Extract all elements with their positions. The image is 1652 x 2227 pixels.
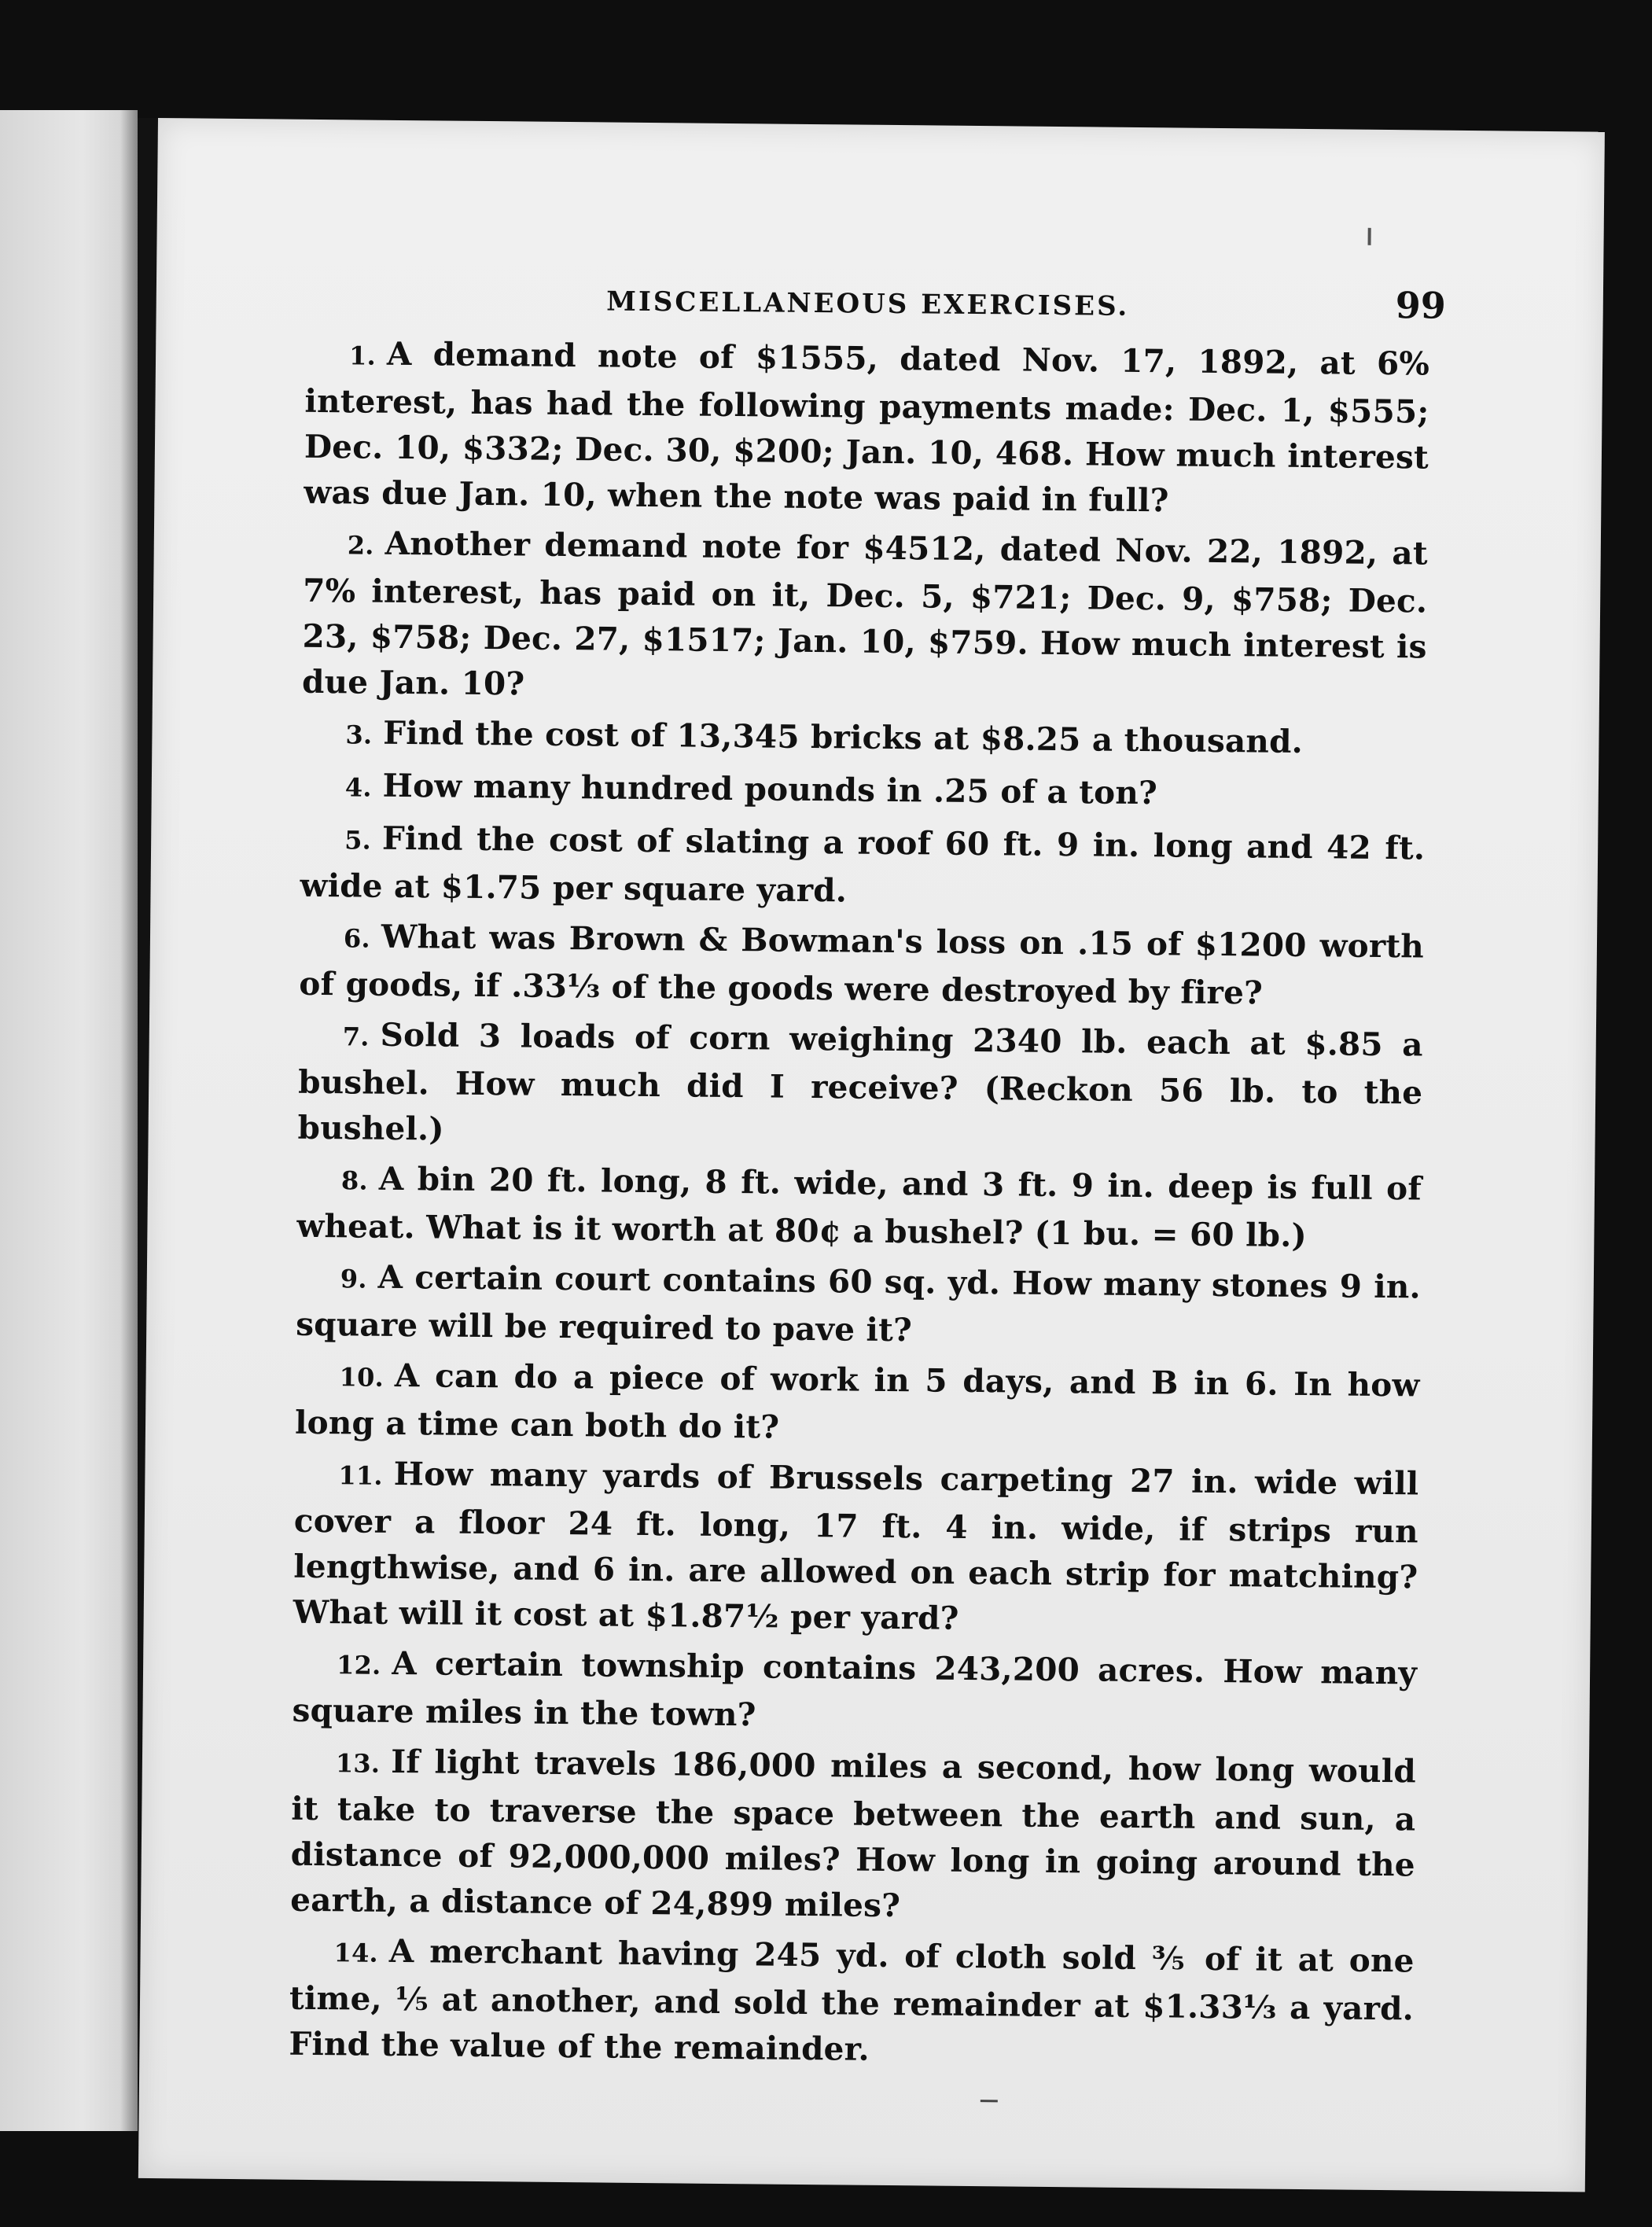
facing-page-shadow xyxy=(120,110,138,2131)
exercise-2 xyxy=(302,520,1428,716)
exercise-number: 9. xyxy=(340,1264,367,1294)
exercise-text: How many hundred pounds in .25 of a ton? xyxy=(382,766,1158,812)
exercise-3 xyxy=(301,709,1426,768)
print-mark xyxy=(1368,228,1371,245)
exercise-11 xyxy=(293,1450,1418,1646)
exercise-13 xyxy=(290,1738,1416,1934)
exercise-text: A can do a piece of work in 5 days, and B in 6. In how long a time can both do it? xyxy=(294,1356,1420,1446)
page-content xyxy=(289,260,1447,2082)
exercise-text: If light travels 186,000 miles a second, how long would it take to traverse the space between the earth and sun, a distance of 92,000,000 miles? How long in going around the earth, a distance of 24,899 miles? xyxy=(290,1742,1417,1925)
exercise-7 xyxy=(297,1011,1423,1161)
exercise-number: 14. xyxy=(333,1938,379,1968)
exercise-4 xyxy=(301,762,1426,821)
exercise-number: 5. xyxy=(344,825,372,856)
print-mark xyxy=(981,2100,998,2102)
exercise-12 xyxy=(292,1640,1417,1744)
exercise-5 xyxy=(300,815,1425,919)
exercise-number: 2. xyxy=(347,530,374,561)
exercise-8 xyxy=(296,1155,1422,1260)
exercise-number: 7. xyxy=(342,1021,370,1052)
exercise-number: 12. xyxy=(336,1650,381,1680)
exercise-1 xyxy=(304,330,1429,526)
exercise-number: 8. xyxy=(340,1165,369,1196)
exercise-number: 4. xyxy=(344,772,372,803)
exercise-text: Another demand note for $4512, dated Nov. 22, 1892, at 7% interest, has paid on it, Dec. 5, $721; Dec. 9, $758; Dec. 23, $758; Dec. 27, $1517; Jan. 10, $759. How much interest is due Jan. 10? xyxy=(301,524,1428,703)
running-title: MISCELLANEOUS EXERCISES. xyxy=(606,285,1130,322)
facing-page-edge xyxy=(0,110,138,2131)
exercise-10 xyxy=(295,1352,1420,1456)
exercise-text: A certain court contains 60 sq. yd. How many stones 9 in. square will be required to pave it? xyxy=(296,1257,1422,1349)
exercise-text: A bin 20 ft. long, 8 ft. wide, and 3 ft. 9 in. deep is full of wheat. What is it worth at 80¢ a bushel? (1 bu. = 60 lb.) xyxy=(296,1159,1422,1255)
exercise-number: 3. xyxy=(345,720,373,750)
exercise-number: 6. xyxy=(343,923,370,954)
exercise-text: A certain township contains 243,200 acres. How many square miles in the town? xyxy=(292,1644,1418,1734)
exercise-number: 13. xyxy=(335,1748,381,1779)
exercise-text: How many yards of Brussels carpeting 27 in. wide will cover a floor 24 ft. long, 17 ft. 4 in. wide, if strips run lengthwise, and 6 in. are allowed on each strip for matching? What will it cost at $1.87½ per yard? xyxy=(293,1454,1419,1637)
exercise-text: Sold 3 loads of corn weighing 2340 lb. each at $.85 a bushel. How much did I receive? (Reckon 56 lb. to the bushel.) xyxy=(297,1015,1423,1148)
exercise-14 xyxy=(289,1927,1415,2078)
exercise-text: A merchant having 245 yd. of cloth sold ⅗ of it at one time, ⅕ at another, and sold the remainder at $1.33⅓ a yard. Find the value of the remainder. xyxy=(289,1931,1415,2068)
exercise-9 xyxy=(296,1253,1421,1358)
book-page xyxy=(138,118,1605,2192)
page-number: 99 xyxy=(1395,284,1447,327)
exercise-text: A demand note of $1555, dated Nov. 17, 1892, at 6% interest, has had the following payments made: Dec. 1, $555; Dec. 10, $332; Dec. 30, $200; Jan. 10, 468. How much interest was due Jan. 10, when the note was paid in full? xyxy=(304,334,1430,520)
exercise-text: Find the cost of slating a roof 60 ft. 9 in. long and 42 ft. wide at $1.75 per square yard. xyxy=(300,819,1426,910)
exercise-number: 10. xyxy=(339,1362,384,1393)
exercise-6 xyxy=(299,913,1424,1018)
exercise-text: What was Brown & Bowman's loss on .15 of $1200 worth of goods, if .33⅓ of the goods were destroyed by fire? xyxy=(299,917,1425,1012)
exercise-text: Find the cost of 13,345 bricks at $8.25 a thousand. xyxy=(383,713,1304,761)
running-head xyxy=(305,260,1447,341)
exercise-number: 11. xyxy=(338,1460,383,1491)
exercise-number: 1. xyxy=(348,340,377,371)
